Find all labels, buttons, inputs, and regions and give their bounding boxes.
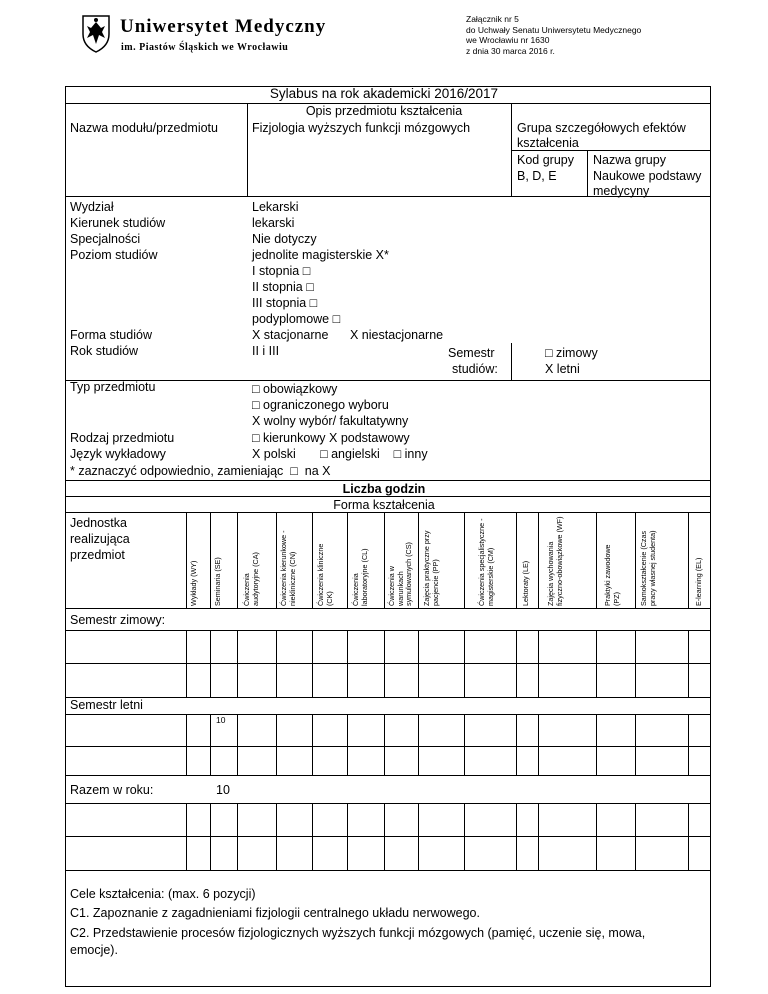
hours-subtitle: Forma kształcenia — [333, 498, 435, 512]
group-code-label: Kod grupy — [517, 153, 574, 167]
column-header: Seminaria (SE) — [213, 557, 222, 606]
syllabus-subtitle: Opis przedmiotu kształcenia — [305, 104, 463, 118]
faculty-value: Lekarski — [252, 200, 299, 214]
level-option: I stopnia □ — [252, 264, 311, 278]
type-option: X wolny wybór/ fakultatywny — [252, 414, 409, 428]
goals-heading — [70, 886, 256, 902]
winter-semester-label: Semestr zimowy: — [70, 613, 166, 627]
semester-label: studiów: — [452, 362, 498, 376]
unit-label-line: realizująca — [70, 532, 130, 546]
type-label: Typ przedmiotu — [70, 380, 156, 394]
year-label: Rok studiów — [70, 344, 139, 358]
summer-semester-label: Semestr letni — [70, 698, 143, 712]
column-header: Praktyki zawodowe (PZ) — [603, 544, 621, 606]
goal-c2: emocje). — [70, 943, 118, 957]
syllabus-title: Sylabus na rok akademicki 2016/2017 — [269, 86, 499, 101]
annex-line: we Wrocławiu nr 1630 — [466, 35, 550, 45]
semester-option: □ zimowy — [545, 346, 598, 360]
level-option: jednolite magisterskie X* — [252, 248, 389, 262]
faculty-label: Wydział — [70, 200, 114, 214]
summer-seminar-hours: 10 — [216, 715, 226, 725]
specialty-value: Nie dotyczy — [252, 232, 317, 246]
column-header: Ćwiczenia audytoryjne (CA) — [242, 552, 260, 606]
column-header: Ćwiczenia kliniczne (CK) — [316, 543, 334, 606]
column-header: Samokształcenie (Czas pracy własnej studenta) — [639, 530, 657, 606]
kind-value: □ kierunkowy X podstawowy — [252, 431, 410, 445]
goal-c2: C2. Przedstawienie procesów fizjologicznych wyższych funkcji mózgowych (pamięć, uczenie się, mowa, — [70, 926, 646, 940]
marking-note: * zaznaczyć odpowiednio, zamieniając □ na X — [70, 464, 331, 478]
form-label: Forma studiów — [70, 328, 152, 342]
unit-label-line: Jednostka — [70, 516, 127, 530]
group-name-label: Nazwa grupy — [593, 153, 666, 167]
column-header: Ćwiczenia w warunkach symulowanych (CS) — [387, 542, 413, 606]
direction-value: lekarski — [252, 216, 295, 230]
column-header: Lektoraty (LE) — [521, 560, 530, 606]
type-option: □ ograniczonego wyboru — [252, 398, 389, 412]
unit-label-line: przedmiot — [70, 548, 125, 562]
group-header-line2: kształcenia — [517, 136, 579, 150]
module-value: Fizjologia wyższych funkcji mózgowych — [252, 121, 471, 135]
goals-label: Cele kształcenia: — [70, 887, 165, 901]
column-header: Ćwiczenia laboratoryjne (CL) — [351, 548, 369, 606]
university-subname: im. Piastów Śląskich we Wrocławiu — [121, 42, 289, 53]
level-option: III stopnia □ — [252, 296, 318, 310]
group-name-value: medycyny — [593, 184, 650, 198]
form-option: X stacjonarne — [252, 328, 329, 342]
module-label: Nazwa modułu/przedmiotu — [70, 121, 218, 135]
unit-label — [70, 515, 130, 563]
level-option: II stopnia □ — [252, 280, 314, 294]
column-header: Zajęcia praktyczne przy pacjencie (PP) — [422, 530, 440, 606]
language-value: X polski □ angielski □ inny — [252, 447, 428, 461]
level-label: Poziom studiów — [70, 248, 158, 262]
hours-title: Liczba godzin — [342, 482, 426, 496]
language-label: Język wykładowy — [70, 447, 166, 461]
kind-label: Rodzaj przedmiotu — [70, 431, 175, 445]
goals-hint: (max. 6 pozycji) — [167, 887, 256, 901]
annex-line: do Uchwały Senatu Uniwersytetu Medycznego — [466, 24, 642, 35]
column-header: E-learning (EL) — [694, 557, 703, 606]
level-option: podyplomowe □ — [252, 312, 341, 326]
goal-c1: C1. Zapoznanie z zagadnieniami fizjologii centralnego układu nerwowego. — [70, 906, 480, 920]
semester-label: Semestr — [448, 346, 495, 360]
column-header: Ćwiczenia kierunkowe - niekliniczne (CN) — [279, 530, 297, 606]
type-option: □ obowiązkowy — [252, 382, 338, 396]
year-value: II i III — [252, 344, 280, 358]
group-header-line1: Grupa szczegółowych efektów — [517, 121, 686, 135]
group-name-value: Naukowe podstawy — [593, 169, 702, 183]
column-header: Zajęcia wychowania fizyczno-obowiązkowe (WF) — [546, 516, 564, 606]
university-name: Uniwersytet Medyczny — [120, 16, 327, 37]
column-header: Wykłady (WY) — [189, 560, 198, 606]
total-label: Razem w roku: — [70, 783, 154, 797]
annex-line: z dnia 30 marca 2016 r. — [466, 45, 555, 56]
group-code-value: B, D, E — [517, 169, 557, 183]
form-option: X niestacjonarne — [350, 328, 444, 342]
annex-line: Załącznik nr 5 — [466, 14, 519, 24]
direction-label: Kierunek studiów — [70, 216, 166, 230]
column-header: Ćwiczenia specjalistyczne - magisterskie (CM) — [477, 518, 495, 606]
semester-option: X letni — [545, 362, 580, 376]
specialty-label: Specjalności — [70, 232, 141, 246]
total-value: 10 — [216, 783, 230, 797]
